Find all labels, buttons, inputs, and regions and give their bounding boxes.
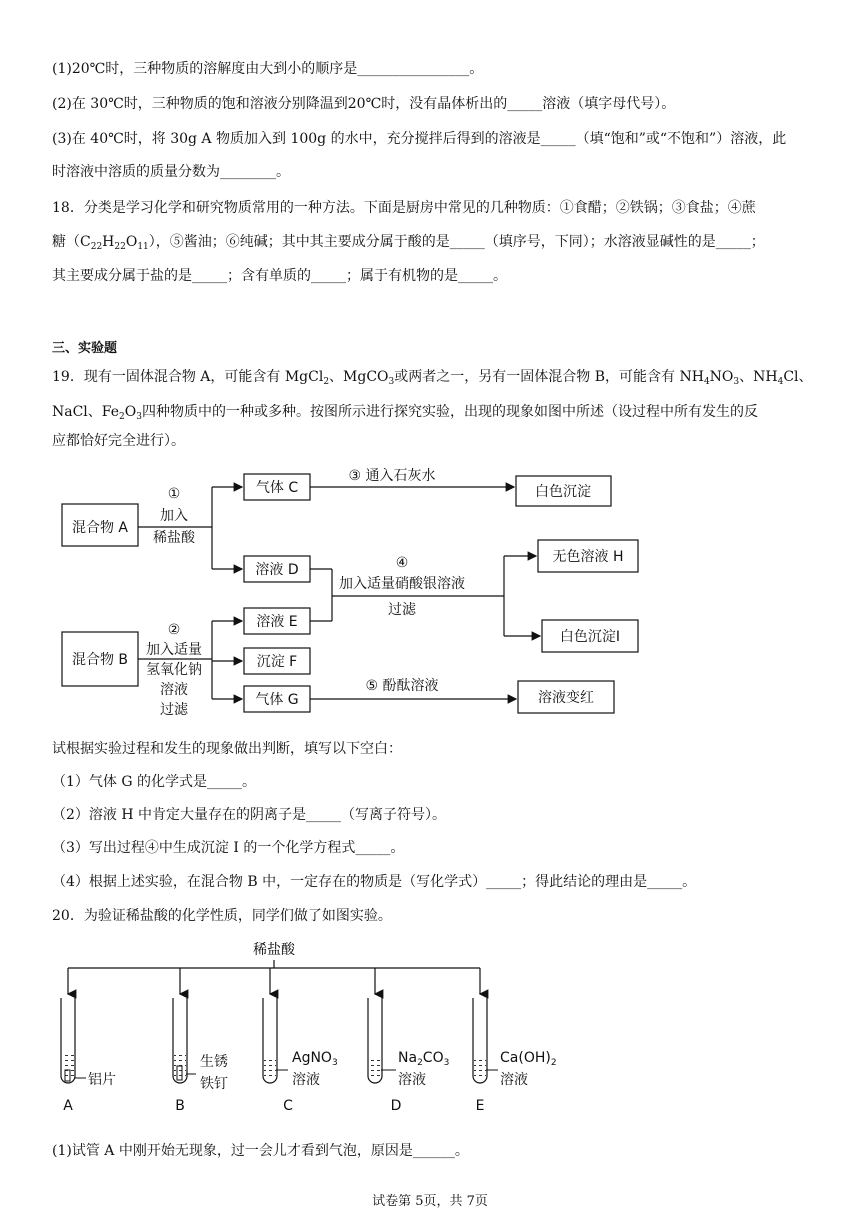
q19-sub4: （4）根据上述实验，在混合物 B 中，一定存在的物质是（写化学式）_____；得此结论的理由是_____。 <box>52 874 697 890</box>
acid-label: 稀盐酸 <box>253 942 295 958</box>
tube-c-line2: 溶液 <box>292 1072 320 1088</box>
label-solution-d: 溶液 D <box>255 562 299 578</box>
tube-e-line2: 溶液 <box>500 1072 528 1088</box>
tube-b-line1: 生锈 <box>200 1054 228 1070</box>
label-mixture-b: 混合物 B <box>71 652 129 668</box>
tube-letter-a: A <box>63 1098 73 1114</box>
q18-line2: 糖$(C_{22}H_{22}O_{11})$，⑤酱油；⑥纯碱；其中其主要成分属于酸的是_____（填序号，下同）；水溶液显碱性的是_____； <box>52 234 765 252</box>
tube-letter-c: C <box>283 1098 293 1114</box>
tube-a-label: 铝片 <box>88 1072 116 1088</box>
page-footer: 试卷第 5页，共 7页 <box>372 1194 488 1209</box>
q17-part3-line1: (3)在 40℃时，将 30g A 物质加入到 100g 的水中，充分搅拌后得到的溶液是_____（填“饱和”或“不饱和”）溶液，此 <box>52 131 787 147</box>
step2-line3: 溶液 <box>160 682 188 698</box>
step2-line2: 氢氧化钠 <box>146 662 202 678</box>
q17-part3-line2: 时溶液中溶质的质量分数为________。 <box>52 164 290 180</box>
label-turn-red: 溶液变红 <box>538 690 594 706</box>
step3-label: ③ 通入石灰水 <box>348 468 436 484</box>
label-precipitate-i: 白色沉淀I <box>559 629 621 645</box>
q20-title: 20．为验证稀盐酸的化学性质，同学们做了如图实验。 <box>52 908 392 924</box>
step1-number: ① <box>167 486 181 502</box>
step4-line2: 过滤 <box>388 602 416 618</box>
label-solution-e: 溶液 E <box>256 614 298 630</box>
label-mixture-a: 混合物 A <box>71 520 129 536</box>
q19-sub2: （2）溶液 H 中肯定大量存在的阴离子是_____（写离子符号）。 <box>52 807 447 823</box>
q19-line2: NaCl、$Fe_2O_3$四种物质中的一种或多种。按图所示进行探究实验，出现的现象如图中所述（设过程中所有发生的反 <box>52 404 758 422</box>
step4-number: ④ <box>395 555 409 571</box>
step1-line1: 加入 <box>160 508 188 524</box>
label-precipitate-f: 沉淀 F <box>256 654 298 670</box>
q20-test-tubes-diagram <box>52 938 557 1118</box>
q19-flow-diagram <box>52 462 632 724</box>
tube-c-formula: AgNO$_3$ <box>292 1050 338 1068</box>
q18-line3: 其主要成分属于盐的是_____；含有单质的_____；属于有机物的是_____。 <box>52 268 507 284</box>
step5-label: ⑤ 酚酞溶液 <box>365 678 439 694</box>
label-solution-h: 无色溶液 H <box>552 549 624 565</box>
step2-line1: 加入适量 <box>146 642 202 658</box>
tube-letter-b: B <box>175 1098 185 1114</box>
q19-line1: 19．现有一固体混合物 A，可能含有 MgCl$_2$、MgCO$_3$或两者之一，另有一固体混合物 B，可能含有 $NH_4NO_3$、$NH_4Cl$、 <box>52 369 813 387</box>
tube-d-line2: 溶液 <box>398 1072 426 1088</box>
q19-sub3: （3）写出过程④中生成沉淀 I 的一个化学方程式_____。 <box>52 840 405 856</box>
q19-intro: 试根据实验过程和发生的现象做出判断，填写以下空白： <box>52 741 402 757</box>
step2-number: ② <box>167 622 181 638</box>
q19-line3: 应都恰好完全进行）。 <box>52 433 185 449</box>
q17-part2: (2)在 30℃时，三种物质的饱和溶液分别降温到20℃时，没有晶体析出的_____溶液（填字母代号）。 <box>52 96 676 112</box>
label-gas-c: 气体 C <box>255 480 299 496</box>
step1-line2: 稀盐酸 <box>153 530 195 546</box>
section-title-experiment: 三、实验题 <box>52 341 118 356</box>
step4-line1: 加入适量硝酸银溶液 <box>339 576 465 592</box>
q19-sub1: （1）气体 G 的化学式是_____。 <box>52 774 256 790</box>
tube-e-formula: $Ca(OH)_2$ <box>500 1050 557 1068</box>
q17-part1: (1)20℃时，三种物质的溶解度由大到小的顺序是________________。 <box>52 61 484 77</box>
tube-letter-e: E <box>475 1098 485 1114</box>
tube-d-formula: $Na_2CO_3$ <box>398 1050 450 1068</box>
label-gas-g: 气体 G <box>255 692 299 708</box>
step2-line4: 过滤 <box>160 702 188 718</box>
tube-b-line2: 铁钉 <box>200 1076 228 1092</box>
q20-part1: (1)试管 A 中刚开始无现象，过一会儿才看到气泡，原因是______。 <box>52 1143 469 1159</box>
tube-letter-d: D <box>390 1098 402 1114</box>
q18-line1: 18．分类是学习化学和研究物质常用的一种方法。下面是厨房中常见的几种物质：①食醋；②铁锅；③食盐；④蔗 <box>52 200 756 216</box>
label-white-precipitate: 白色沉淀 <box>535 484 591 500</box>
